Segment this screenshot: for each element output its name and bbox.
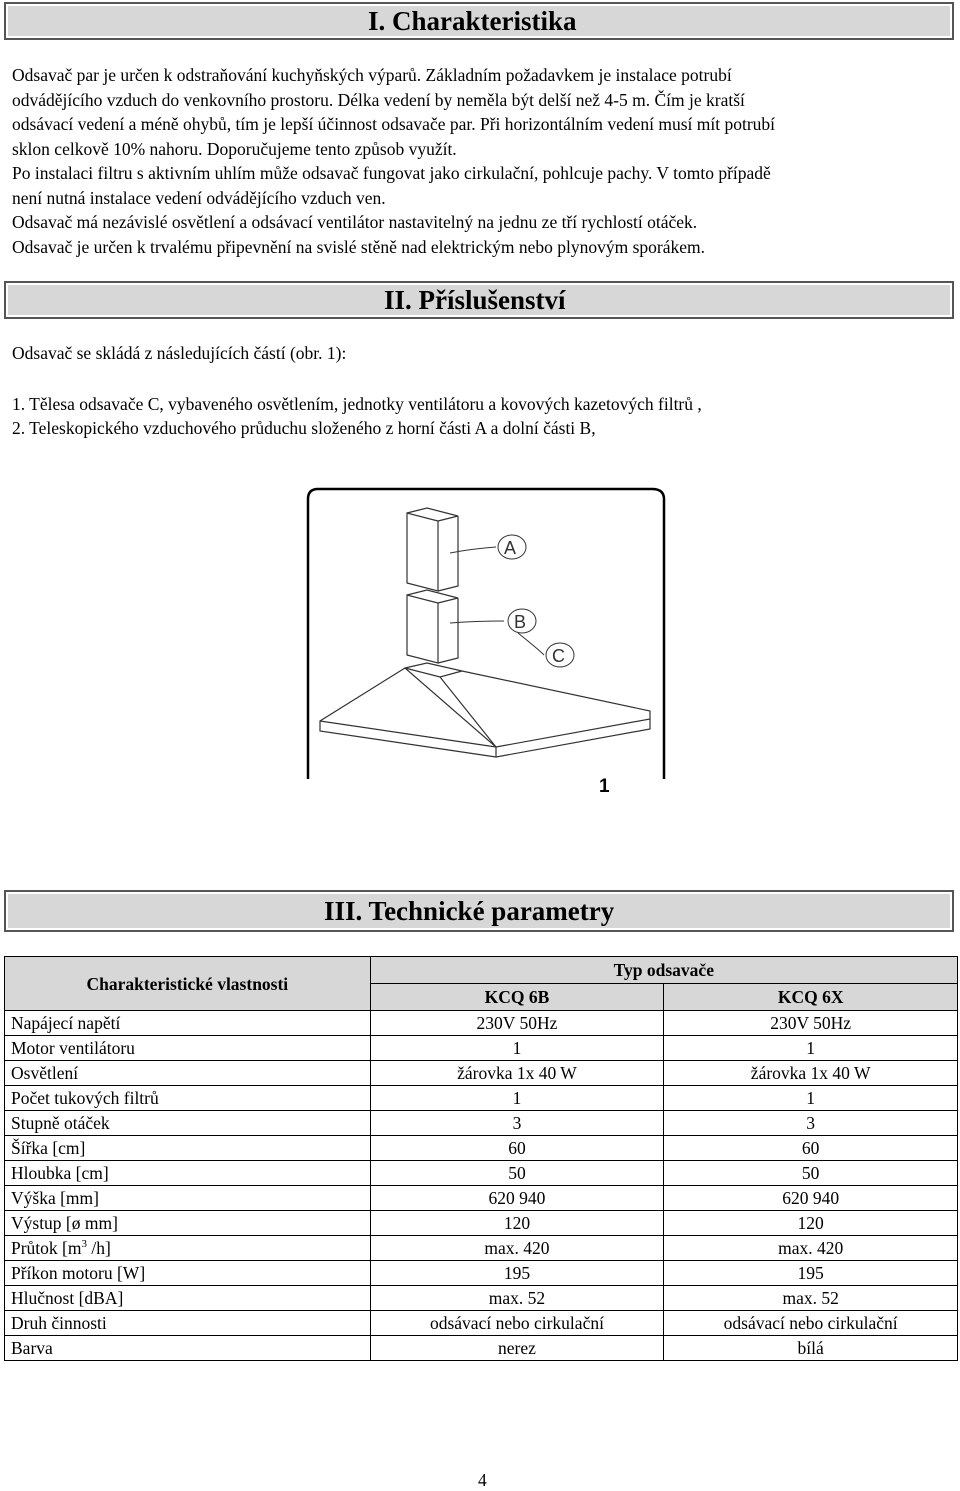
header-properties: Charakteristické vlastnosti: [5, 957, 371, 1011]
upper-duct-A: [407, 508, 458, 591]
leader-lines: [450, 547, 544, 655]
section-2-title: II. Příslušenství: [384, 285, 566, 315]
table-row: [5, 1211, 958, 1236]
row-value-model-1: 1: [370, 1036, 664, 1061]
accessories-intro: Odsavač se skládá z následujících částí (obr. 1):: [12, 343, 347, 363]
unit-exponent: 3: [81, 1238, 87, 1251]
table-row: [5, 1236, 958, 1261]
row-label: Napájecí napětí: [5, 1011, 371, 1036]
text-line: odvádějícího vzduch do venkovního prostoru. Délka vedení by neměla být delší než 4-5 m. Čím je kratší: [12, 89, 745, 110]
row-value-model-1: žárovka 1x 40 W: [370, 1061, 664, 1086]
row-value-model-1: 3: [370, 1111, 664, 1136]
header-model-2: KCQ 6X: [664, 984, 958, 1011]
row-value-model-1: 195: [370, 1261, 664, 1286]
lower-duct-B: [407, 590, 458, 663]
figure-number: 1: [599, 776, 610, 797]
row-value-model-2: 195: [664, 1261, 958, 1286]
section-3-title: III. Technické parametry: [324, 896, 615, 926]
technical-parameters-table: [4, 956, 958, 1361]
row-value-model-2: 50: [664, 1161, 958, 1186]
text-line: Odsavač je určen k trvalému připevnění na svislé stěně nad elektrickým nebo plynovým sporákem.: [12, 236, 705, 257]
row-label: Hloubka [cm]: [5, 1161, 371, 1186]
row-label: Příkon motoru [W]: [5, 1261, 371, 1286]
text-line: Odsavač par je určen k odstraňování kuchyňských výparů. Základním požadavkem je instalace potrubí: [12, 65, 732, 85]
row-label-flow-text: Průtok [m: [11, 1238, 82, 1258]
accessories-list: [12, 392, 702, 440]
row-value-model-1: max. 52: [370, 1286, 664, 1311]
row-label: Osvětlení: [5, 1061, 371, 1086]
row-value-model-2: max. 420: [664, 1236, 958, 1261]
row-value-model-1: 230V 50Hz: [370, 1011, 664, 1036]
text-line: Odsavač má nezávislé osvětlení a odsávací ventilátor nastavitelný na jednu ze tří rychlostí otáček.: [12, 212, 698, 232]
intro-paragraph-2: [12, 161, 952, 259]
row-value-model-2: 620 940: [664, 1186, 958, 1211]
header-hood-type: Typ odsavače: [370, 957, 957, 984]
header-model-1: KCQ 6B: [370, 984, 664, 1011]
row-value-model-1: 60: [370, 1136, 664, 1161]
table-row: [5, 1136, 958, 1161]
text-line: sklon celkově 10% nahoru. Doporučujeme tento způsob využít.: [12, 138, 457, 159]
text-line: není nutná instalace vedení odvádějícího vzduch ven.: [12, 187, 386, 208]
part-label-a: A: [504, 538, 517, 558]
row-value-model-2: odsávací nebo cirkulační: [664, 1311, 958, 1336]
row-value-model-2: 1: [664, 1086, 958, 1111]
row-value-model-2: 60: [664, 1136, 958, 1161]
section-2-banner: [4, 281, 954, 319]
row-value-model-2: bílá: [664, 1336, 958, 1361]
table-row: [5, 1311, 958, 1336]
section-1-title: I. Charakteristika: [368, 6, 577, 36]
row-label-flow-unit: /h]: [87, 1238, 111, 1258]
row-value-model-1: odsávací nebo cirkulační: [370, 1311, 664, 1336]
table-row: [5, 1061, 958, 1086]
row-value-model-1: 50: [370, 1161, 664, 1186]
row-label: Výška [mm]: [5, 1186, 371, 1211]
table-row: [5, 1186, 958, 1211]
row-value-model-1: max. 420: [370, 1236, 664, 1261]
row-label: Barva: [5, 1336, 371, 1361]
row-label: Stupně otáček: [5, 1111, 371, 1136]
table-row: [5, 1286, 958, 1311]
row-value-model-2: 230V 50Hz: [664, 1011, 958, 1036]
row-label: Hlučnost [dBA]: [5, 1286, 371, 1311]
table-row: [5, 1161, 958, 1186]
row-label: Motor ventilátoru: [5, 1036, 371, 1061]
row-label-flow: [5, 1236, 371, 1261]
table-row: [5, 1086, 958, 1111]
row-label: Výstup [ø mm]: [5, 1211, 371, 1236]
row-value-model-1: nerez: [370, 1336, 664, 1361]
hood-body-C: [320, 663, 650, 757]
text-line: odsávací vedení a méně ohybů, tím je lepší účinnost odsavače par. Při horizontálním vedení musí mít potrubí: [12, 114, 776, 134]
list-item: 2. Teleskopického vzduchového průduchu složeného z horní části A a dolní části B,: [12, 418, 596, 438]
range-hood-figure: [300, 483, 670, 803]
part-label-b: B: [514, 612, 527, 632]
table-row: [5, 1036, 958, 1061]
section-3-banner: [4, 890, 954, 932]
list-item: 1. Tělesa odsavače C, vybaveného osvětlením, jednotky ventilátoru a kovových kazetových filtrů ,: [12, 394, 702, 414]
part-label-c: C: [552, 646, 565, 666]
row-value-model-1: 1: [370, 1086, 664, 1111]
row-label: Šířka [cm]: [5, 1136, 371, 1161]
table-header-row: [5, 957, 958, 984]
table-row: [5, 1111, 958, 1136]
row-value-model-2: 120: [664, 1211, 958, 1236]
table-row: [5, 1011, 958, 1036]
row-value-model-2: 3: [664, 1111, 958, 1136]
table-row: [5, 1261, 958, 1286]
row-label: Počet tukových filtrů: [5, 1086, 371, 1111]
text-line: Po instalaci filtru s aktivním uhlím může odsavač fungovat jako cirkulační, pohlcuje pachy. V tomto případě: [12, 163, 771, 183]
row-value-model-1: 120: [370, 1211, 664, 1236]
table-row: [5, 1336, 958, 1361]
intro-paragraph-1: [12, 63, 952, 161]
row-value-model-1: 620 940: [370, 1186, 664, 1211]
page-number: 4: [478, 1470, 487, 1490]
row-value-model-2: max. 52: [664, 1286, 958, 1311]
row-label: Druh činnosti: [5, 1311, 371, 1336]
row-value-model-2: žárovka 1x 40 W: [664, 1061, 958, 1086]
row-value-model-2: 1: [664, 1036, 958, 1061]
section-1-banner: [4, 2, 954, 40]
